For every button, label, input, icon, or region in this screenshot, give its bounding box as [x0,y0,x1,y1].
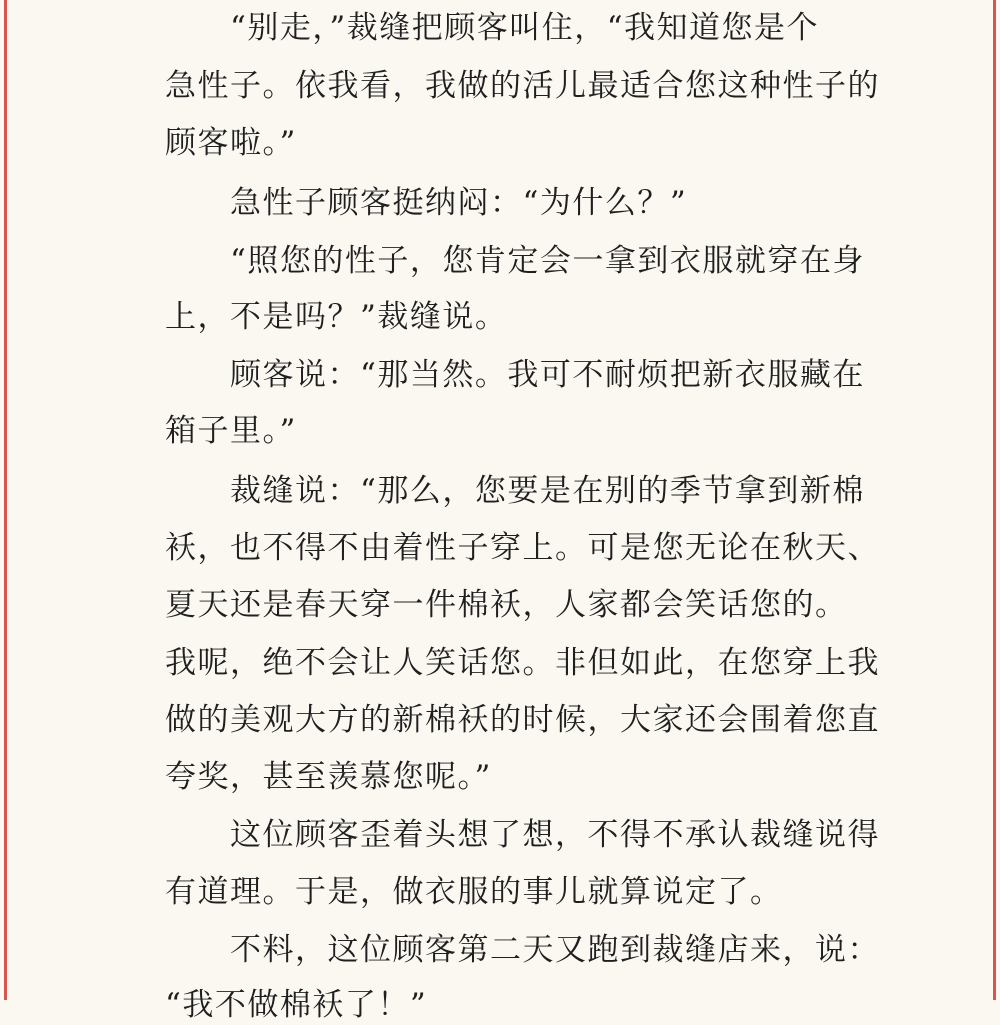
text-line-8: 箱子里。” [165,413,297,449]
text-line-5: “照您的性子，您肯定会一拿到衣服就穿在身 [230,243,865,279]
text-line-4: 急性子顾客挺纳闷：“为什么？” [230,185,688,221]
text-line-3: 顾客啦。” [165,125,297,161]
text-line-18: “我不做棉袄了！” [165,987,428,1023]
text-line-7: 顾客说：“那当然。我可不耐烦把新衣服藏在 [230,357,865,393]
page-border-left [4,0,7,1000]
text-line-13: 做的美观大方的新棉袄的时候，大家还会围着您直 [165,702,880,738]
book-page [165,0,880,1023]
text-line-16: 有道理。于是，做衣服的事儿就算说定了。 [165,874,783,910]
page-border-right [993,0,996,1000]
text-line-12: 我呢，绝不会让人笑话您。非但如此，在您穿上我 [165,645,880,681]
text-line-6: 上，不是吗？”裁缝说。 [165,299,508,335]
text-line-10: 袄，也不得不由着性子穿上。可是您无论在秋天、 [165,530,880,566]
text-line-11: 夏天还是春天穿一件棉袄，人家都会笑话您的。 [165,587,848,623]
text-line-2: 急性子。依我看，我做的活儿最适合您这种性子的 [165,68,880,104]
text-line-14: 夸奖，甚至羡慕您呢。” [165,759,492,795]
text-line-17: 不料，这位顾客第二天又跑到裁缝店来，说： [230,932,880,968]
text-line-1: “别走，”裁缝把顾客叫住，“我知道您是个 [230,10,820,46]
text-line-9: 裁缝说：“那么，您要是在别的季节拿到新棉 [230,473,865,509]
text-line-15: 这位顾客歪着头想了想，不得不承认裁缝说得 [230,817,880,853]
